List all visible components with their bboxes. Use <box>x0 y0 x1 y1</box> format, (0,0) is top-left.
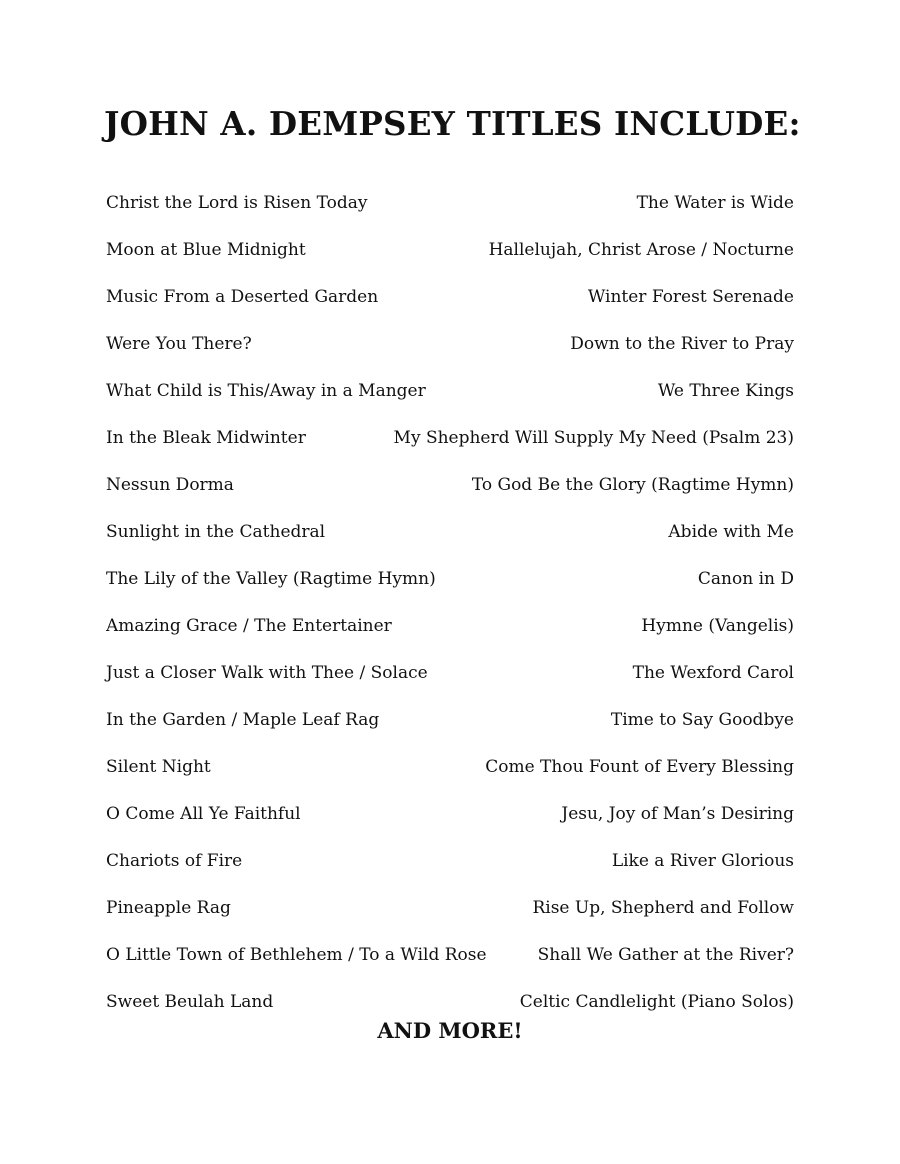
left-title: The Lily of the Valley (Ragtime Hymn) <box>106 569 436 589</box>
left-title: In the Bleak Midwinter <box>106 428 306 448</box>
left-title: O Little Town of Bethlehem / To a Wild Rose <box>106 945 487 965</box>
right-title: Shall We Gather at the River? <box>537 945 794 965</box>
title-row <box>106 188 794 235</box>
title-row <box>106 611 794 658</box>
title-row <box>106 282 794 329</box>
page-title: JOHN A. DEMPSEY TITLES INCLUDE: <box>104 104 801 143</box>
right-title: Hallelujah, Christ Arose / Nocturne <box>488 240 794 260</box>
left-title: Music From a Deserted Garden <box>106 287 379 307</box>
right-title: Down to the River to Pray <box>570 334 794 354</box>
right-title: Hymne (Vangelis) <box>641 616 794 636</box>
left-title: O Come All Ye Faithful <box>106 804 301 824</box>
right-title: The Wexford Carol <box>632 663 794 683</box>
right-title: Winter Forest Serenade <box>587 287 794 307</box>
title-row <box>106 564 794 611</box>
title-row <box>106 752 794 799</box>
title-row <box>106 517 794 564</box>
title-row <box>106 846 794 893</box>
left-title: Moon at Blue Midnight <box>106 240 306 260</box>
title-row <box>106 705 794 752</box>
title-row <box>106 235 794 282</box>
title-row <box>106 470 794 517</box>
left-title: In the Garden / Maple Leaf Rag <box>106 710 380 730</box>
titles-list <box>106 188 794 1034</box>
title-row <box>106 329 794 376</box>
right-title: Abide with Me <box>668 522 794 542</box>
title-row <box>106 423 794 470</box>
right-title: The Water is Wide <box>636 193 794 213</box>
left-title: Sweet Beulah Land <box>106 992 274 1012</box>
left-title: Chariots of Fire <box>106 851 243 871</box>
left-title: Nessun Dorma <box>106 475 234 495</box>
right-title: We Three Kings <box>657 381 794 401</box>
left-title: Silent Night <box>106 757 211 777</box>
title-row <box>106 376 794 423</box>
right-title: Come Thou Fount of Every Blessing <box>485 757 794 777</box>
and-more-text: AND MORE! <box>377 1018 523 1043</box>
title-row <box>106 799 794 846</box>
left-title: What Child is This/Away in a Manger <box>106 381 426 401</box>
right-title: Jesu, Joy of Man’s Desiring <box>561 804 794 824</box>
right-title: To God Be the Glory (Ragtime Hymn) <box>471 475 794 495</box>
right-title: Canon in D <box>697 569 794 589</box>
right-title: Celtic Candlelight (Piano Solos) <box>519 992 794 1012</box>
right-title: Like a River Glorious <box>611 851 794 871</box>
left-title: Just a Closer Walk with Thee / Solace <box>106 663 428 683</box>
title-row <box>106 658 794 705</box>
left-title: Christ the Lord is Risen Today <box>106 193 368 213</box>
right-title: Time to Say Goodbye <box>610 710 794 730</box>
right-title: Rise Up, Shepherd and Follow <box>532 898 794 918</box>
left-title: Were You There? <box>106 334 252 354</box>
right-title: My Shepherd Will Supply My Need (Psalm 23) <box>393 428 794 448</box>
left-title: Pineapple Rag <box>106 898 231 918</box>
title-row <box>106 893 794 940</box>
left-title: Sunlight in the Cathedral <box>106 522 326 542</box>
left-title: Amazing Grace / The Entertainer <box>106 616 392 636</box>
title-row <box>106 940 794 987</box>
